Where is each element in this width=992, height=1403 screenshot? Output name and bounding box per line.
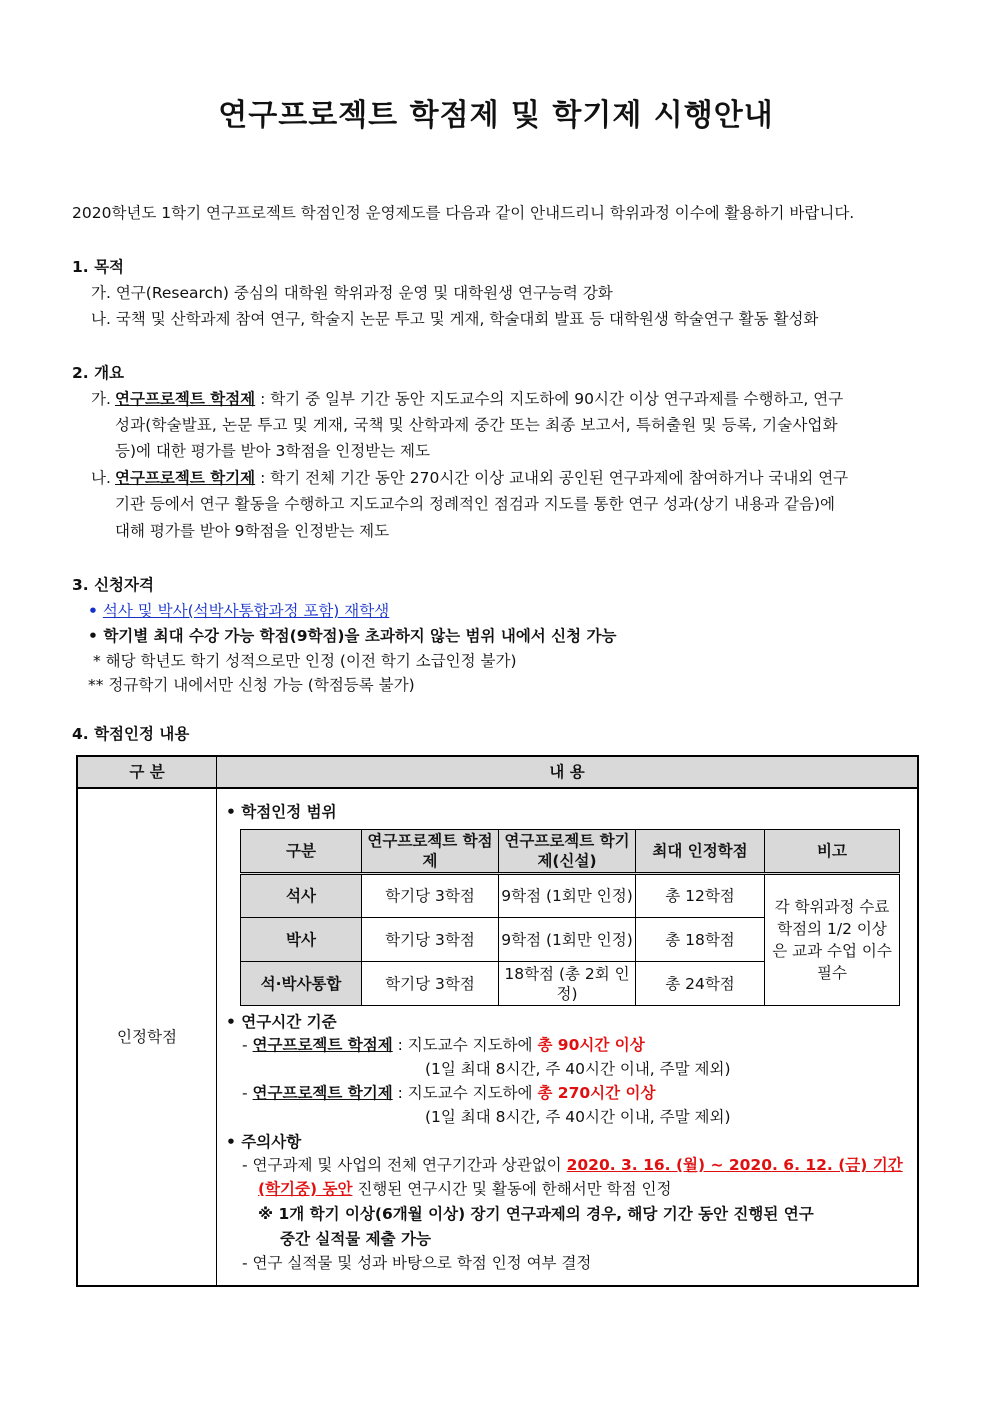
time-text-credit: : 지도교수 지도하에 xyxy=(397,1036,533,1054)
time-label: • 연구시간 기준 xyxy=(226,1013,337,1031)
row-label-credit: 인정학점 xyxy=(117,1028,177,1046)
time-term-credit: 연구프로젝트 학점제 xyxy=(252,1036,393,1054)
row-integrated: 석·박사통합 xyxy=(241,962,362,1006)
cell-semester: 18학점 (총 2회 인정) xyxy=(499,962,636,1006)
cell-max: 총 24학점 xyxy=(636,962,765,1006)
cell-credit: 학기당 3학점 xyxy=(362,962,499,1006)
row-doctor: 박사 xyxy=(241,918,362,962)
section-2-item-a-text1: : 학기 중 일부 기간 동안 지도교수의 지도하에 90시간 이상 연구과제를 수행하고, 연구 xyxy=(260,390,844,408)
credit-scope-table xyxy=(240,829,900,1006)
section-3-item-1 xyxy=(88,599,389,621)
section-3-heading: 3. 신청자격 xyxy=(72,576,154,594)
caution-note-2: 중간 실적물 제출 가능 xyxy=(280,1230,431,1248)
time-item-2 xyxy=(242,1081,655,1103)
time-hours-semester: 총 270시간 이상 xyxy=(537,1084,656,1102)
col-category-header: 구 분 xyxy=(129,763,165,781)
section-1-heading: 1. 목적 xyxy=(72,258,125,276)
intro-text: 2020학년도 1학기 연구프로젝트 학점인정 운영제도를 다음과 같이 안내드리니 학위과정 이수에 활용하기 바랍니다. xyxy=(72,204,855,222)
time-term-semester: 연구프로젝트 학기제 xyxy=(252,1084,393,1102)
caution-period-2: (학기중) 동안 xyxy=(258,1180,353,1198)
dash: - xyxy=(242,1036,248,1054)
caution-text: - 연구과제 및 사업의 전체 연구기간과 상관없이 xyxy=(242,1156,562,1174)
scope-label: • 학점인정 범위 xyxy=(226,803,337,821)
caution-label: • 주의사항 xyxy=(226,1133,302,1151)
time-item-1 xyxy=(242,1033,645,1055)
section-3-note-2: ** 정규학기 내에서만 신청 가능 (학점등록 불가) xyxy=(88,676,415,694)
term-credit-system: 연구프로젝트 학점제 xyxy=(115,390,256,408)
cell-semester: 9학점 (1회만 인정) xyxy=(499,874,636,918)
table-row xyxy=(241,874,900,918)
bullet: • xyxy=(88,627,98,645)
cell-semester: 9학점 (1회만 인정) xyxy=(499,918,636,962)
caution-note-1: ※ 1개 학기 이상(6개월 이상) 장기 연구과제의 경우, 해당 기간 동안 진행된 연구 xyxy=(258,1205,814,1223)
time-text-semester: : 지도교수 지도하에 xyxy=(397,1084,533,1102)
section-2-item-b-line2: 기관 등에서 연구 활동을 수행하고 지도교수의 정례적인 점검과 지도를 통한 연구 성과(상기 내용과 같음)에 xyxy=(115,495,835,513)
section-2-item-a-line2: 성과(학술발표, 논문 투고 및 게재, 국책 및 산학과제 중간 또는 최종 보고서, 특허출원 및 등록, 기술사업화 xyxy=(115,416,838,434)
time-item-1-sub: (1일 최대 8시간, 주 40시간 이내, 주말 제외) xyxy=(425,1060,731,1078)
caution-item-1 xyxy=(242,1153,903,1175)
section-4-heading: 4. 학점인정 내용 xyxy=(72,725,190,743)
row-master: 석사 xyxy=(241,874,362,918)
section-2-item-b-text1: : 학기 전체 기간 동안 270시간 이상 교내외 공인된 연구과제에 참여하거나 국내외 연구 xyxy=(260,469,849,487)
credit-table-divider xyxy=(216,757,217,1285)
cell-max: 총 12학점 xyxy=(636,874,765,918)
section-3-note-1: * 해당 학년도 학기 성적으로만 인정 (이전 학기 소급인정 불가) xyxy=(93,652,517,670)
eligibility-credit-limit: 학기별 최대 수강 가능 학점(9학점)을 초과하지 않는 범위 내에서 신청 가능 xyxy=(103,627,617,645)
section-2-heading: 2. 개요 xyxy=(72,364,125,382)
cell-remark: 각 학위과정 수료학점의 1/2 이상은 교과 수업 이수 필수 xyxy=(765,874,900,1006)
section-2-item-b-prefix: 나. xyxy=(91,469,111,487)
time-item-2-sub: (1일 최대 8시간, 주 40시간 이내, 주말 제외) xyxy=(425,1108,731,1126)
bullet: • xyxy=(88,602,98,620)
time-hours-credit: 총 90시간 이상 xyxy=(537,1036,645,1054)
col-content-header: 내 용 xyxy=(549,763,585,781)
inner-header-remarks: 비고 xyxy=(765,830,900,874)
eligibility-students: 석사 및 박사(석박사통합과정 포함) 재학생 xyxy=(102,602,390,620)
caution-period: 2020. 3. 16. (월) ~ 2020. 6. 12. (금) 기간 xyxy=(566,1156,903,1174)
section-2-item-b-line3: 대해 평가를 받아 9학점을 인정받는 제도 xyxy=(115,522,390,540)
caution-rest: 진행된 연구시간 및 활동에 한해서만 학점 인정 xyxy=(357,1180,672,1198)
inner-header-max-credits: 최대 인정학점 xyxy=(636,830,765,874)
inner-header-semester-system: 연구프로젝트 학기제(신설) xyxy=(499,830,636,874)
inner-header-category: 구분 xyxy=(241,830,362,874)
dash: - xyxy=(242,1084,248,1102)
term-semester-system: 연구프로젝트 학기제 xyxy=(115,469,256,487)
section-1-item-b: 나. 국책 및 산학과제 참여 연구, 학술지 논문 투고 및 게재, 학술대회 발표 등 대학원생 학술연구 활동 활성화 xyxy=(91,310,819,328)
section-3-item-2 xyxy=(88,624,616,646)
section-1-item-a: 가. 연구(Research) 중심의 대학원 학위과정 운영 및 대학원생 연구능력 강화 xyxy=(91,284,613,302)
section-2-item-b-line1 xyxy=(115,466,848,488)
section-2-item-a-prefix: 가. xyxy=(91,390,111,408)
section-2-item-a-line3: 등)에 대한 평가를 받아 3학점을 인정받는 제도 xyxy=(115,442,430,460)
cell-credit: 학기당 3학점 xyxy=(362,874,499,918)
inner-header-credit-system: 연구프로젝트 학점제 xyxy=(362,830,499,874)
section-2-item-a-line1 xyxy=(115,387,921,409)
page-title: 연구프로젝트 학점제 및 학기제 시행안내 xyxy=(218,98,774,133)
cell-credit: 학기당 3학점 xyxy=(362,918,499,962)
caution-item-1-line2 xyxy=(258,1177,671,1199)
cell-max: 총 18학점 xyxy=(636,918,765,962)
caution-item-2: - 연구 실적물 및 성과 바탕으로 학점 인정 여부 결정 xyxy=(242,1254,592,1272)
